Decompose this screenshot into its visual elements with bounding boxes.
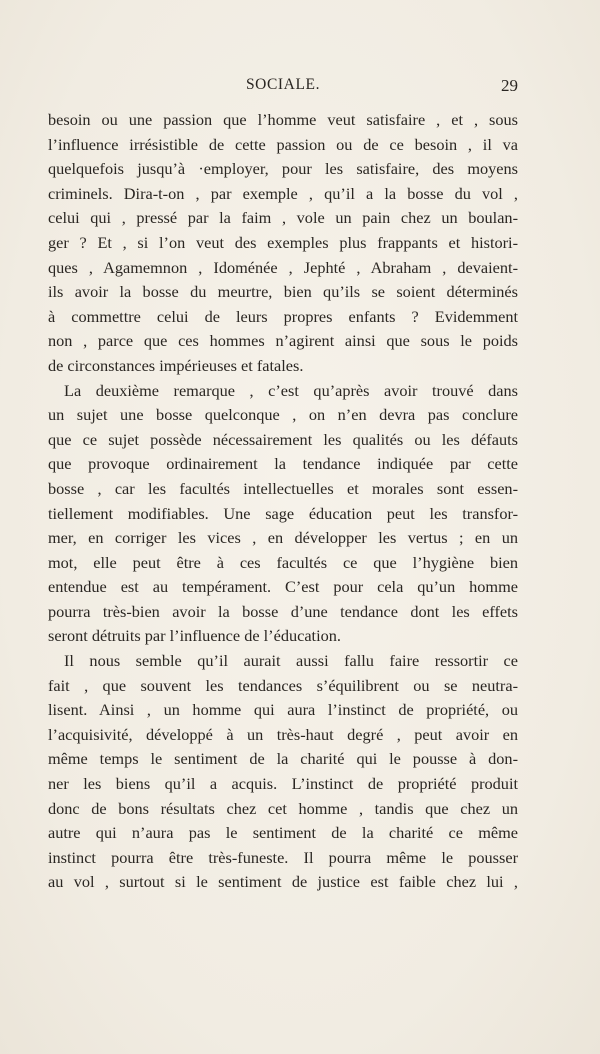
text-line: ger ? Et , si l’on veut des exemples plus frappants et histori- bbox=[48, 232, 518, 252]
paragraph bbox=[48, 108, 518, 379]
text-line: instinct pourra être très-funeste. Il pourra même le pousser bbox=[48, 847, 518, 867]
text-line: tiellement modifiables. Une sage éducation peut les transfor- bbox=[48, 503, 518, 523]
text-line: criminels. Dira-t-on , par exemple , qu’il a la bosse du vol , bbox=[48, 183, 518, 203]
text-line: ner les biens qu’il a acquis. L’instinct de propriété produit bbox=[48, 774, 518, 794]
page-number: 29 bbox=[501, 76, 518, 95]
text-line: La deuxième remarque , c’est qu’après avoir trouvé dans bbox=[64, 380, 518, 400]
text-line: l’influence irrésistible de cette passion ou de ce besoin , il va bbox=[48, 134, 518, 154]
text-line: même temps le sentiment de la charité qui le pousse à don- bbox=[48, 749, 518, 769]
body-text bbox=[48, 108, 518, 895]
text-line: mer, en corriger les vices , en développer les vertus ; en un bbox=[48, 528, 518, 548]
page-header bbox=[48, 76, 518, 100]
text-line: seront détruits par l’influence de l’éducation. bbox=[48, 626, 341, 646]
text-line: ils avoir la bosse du meurtre, bien qu’ils se soient déterminés bbox=[48, 282, 518, 302]
text-line: l’acquisivité, développé à un très-haut degré , peut avoir en bbox=[48, 724, 518, 744]
text-line: que ce sujet possède nécessairement les qualités ou les défauts bbox=[48, 429, 518, 449]
paragraph bbox=[48, 649, 518, 895]
text-line: bosse , car les facultés intellectuelles et morales sont essen- bbox=[48, 478, 518, 498]
running-head: SOCIALE. bbox=[245, 76, 321, 93]
text-line: mot, elle peut être à ces facultés ce que l’hygiène bien bbox=[48, 552, 518, 572]
text-line: lisent. Ainsi , un homme qui aura l’instinct de propriété, ou bbox=[48, 700, 518, 720]
text-line: entendue est au tempérament. C’est pour cela qu’un homme bbox=[48, 577, 518, 597]
text-line: donc de bons résultats chez cet homme , tandis que chez un bbox=[48, 798, 518, 818]
text-line: autre qui n’aura pas le sentiment de la charité ce même bbox=[48, 823, 518, 843]
text-line: de circonstances impérieuses et fatales. bbox=[48, 355, 304, 375]
text-line: à commettre celui de leurs propres enfants ? Evidemment bbox=[48, 306, 518, 326]
text-line: ques , Agamemnon , Idoménée , Jephté , Abraham , devaient- bbox=[48, 257, 518, 277]
text-line: fait , que souvent les tendances s’équilibrent ou se neutra- bbox=[48, 675, 518, 695]
text-line: que provoque ordinairement la tendance indiquée par cette bbox=[48, 454, 518, 474]
text-line: celui qui , pressé par la faim , vole un pain chez un boulan- bbox=[48, 208, 518, 228]
text-line: un sujet une bosse quelconque , on n’en devra pas conclure bbox=[48, 405, 518, 425]
text-line: pourra très-bien avoir la bosse d’une tendance dont les effets bbox=[48, 601, 518, 621]
text-line: quelquefois jusqu’à ·employer, pour les satisfaire, des moyens bbox=[48, 159, 518, 179]
text-line: besoin ou une passion que l’homme veut satisfaire , et , sous bbox=[48, 110, 518, 129]
text-line: Il nous semble qu’il aurait aussi fallu faire ressortir ce bbox=[64, 651, 518, 671]
paragraph bbox=[48, 379, 518, 650]
text-line: au vol , surtout si le sentiment de justice est faible chez lui , bbox=[48, 872, 518, 892]
text-line: non , parce que ces hommes n’agirent ainsi que sous le poids bbox=[48, 331, 518, 351]
